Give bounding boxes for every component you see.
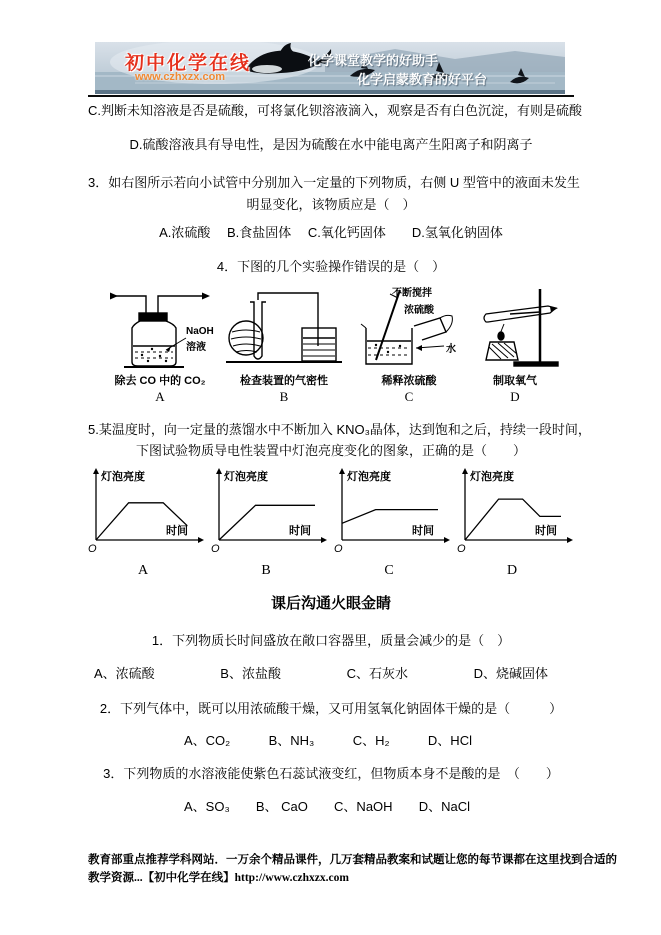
graph-c-letter: C (384, 563, 394, 578)
banner-slogan-2: 化学启蒙教育的好平台 (357, 72, 488, 87)
figure-d-caption: 制取氧气 (493, 375, 537, 387)
footer-promo-line2-text: 教学资源...【初中化学在线】 (88, 872, 235, 884)
after-q1-options (94, 663, 548, 682)
svg-text:时间: 时间 (166, 525, 188, 537)
figure-a-caption: 除去 CO 中的 CO₂ (114, 375, 206, 387)
naoh-label: NaOH (186, 326, 214, 337)
option-a: A、浓硫酸 (94, 666, 155, 681)
svg-text:O: O (334, 543, 343, 555)
after-q1-text: 1．下列物质长时间盛放在敞口容器里，质量会减少的是（ ） (151, 633, 511, 648)
option-c: C、NaOH (334, 799, 393, 814)
water-label: 水 (446, 344, 456, 355)
svg-text:时间: 时间 (412, 525, 434, 537)
question4-text: 4．下图的几个实验操作错误的是（ ） (216, 259, 446, 274)
after-q2-options (184, 730, 472, 749)
question4-figures (100, 286, 560, 408)
figure-c (348, 286, 470, 408)
question5-text-line2: 下图试验物质导电性装置中灯泡亮度变化的图象，正确的是（ ） (135, 443, 526, 458)
figure-b (220, 286, 348, 408)
footer-site-url: http://www.czhxzx.com (234, 872, 349, 884)
after-q3-options (184, 796, 470, 815)
option-b: B、浓盐酸 (220, 666, 281, 681)
acid-label: 浓硫酸 (404, 305, 434, 316)
figure-d (470, 286, 560, 408)
question3-options: A.浓硫酸 B.食盐固体 C.氧化钙固体 D.氢氧化钠固体 (159, 225, 503, 240)
footer-promo-line1: 教育部重点推荐学科网站．一万余个精品课件，几万套精品教案和试题让您的每节课都在这里找到合适的 (88, 854, 617, 866)
figure-b-caption: 检查装置的气密性 (240, 375, 328, 387)
svg-text:时间: 时间 (289, 525, 311, 537)
question5-text-line1: 5.某温度时，向一定量的蒸馏水中不断加入 KNO₃晶体，达到饱和之后，持续一段时间， (88, 422, 591, 437)
solution-label: 溶液 (186, 342, 206, 353)
site-url-text: www.czhxzx.com (135, 71, 226, 83)
brightness-graph (209, 464, 329, 556)
brightness-graph-c (332, 464, 455, 579)
svg-text:O: O (88, 543, 97, 555)
banner-slogan-1: 化学课堂教学的好助手 (308, 53, 439, 68)
graph-a-letter: A (137, 563, 149, 578)
after-class-heading: 课后沟通火眼金睛 (270, 595, 391, 612)
svg-text:O: O (457, 543, 466, 555)
brightness-graph-d (455, 464, 578, 579)
option-b: B、 CaO (255, 799, 308, 814)
figure-a-letter: A (155, 389, 165, 404)
site-logo-text: 初中化学在线 (125, 53, 252, 74)
oxygen-preparation-diagram (470, 286, 560, 370)
brightness-graph-b (209, 464, 332, 579)
graph-b-letter: B (261, 563, 271, 578)
after-q2-text: 2．下列气体中，既可以用浓硫酸干燥，又可用氢氧化钠固体干燥的是（ ） (99, 701, 563, 716)
option-d: D、NaCl (418, 799, 470, 814)
option-c: C、石灰水 (346, 666, 408, 681)
svg-text:时间: 时间 (535, 525, 557, 537)
option-c: C、H₂ (352, 733, 390, 748)
figure-a (100, 286, 220, 408)
figure-c-letter: C (404, 389, 414, 404)
stirring-label: 不断搅拌 (392, 288, 432, 299)
figure-b-letter: B (279, 389, 289, 404)
question3-text-line2: 明显变化，该物质应是（ ） (246, 197, 416, 212)
svg-text:灯泡亮度: 灯泡亮度 (470, 471, 514, 483)
airtightness-check-diagram (220, 286, 348, 370)
option-d: D、烧碱固体 (473, 666, 548, 681)
brightness-graph-a (86, 464, 209, 579)
option-a: A、SO₃ (184, 799, 230, 814)
svg-text:灯泡亮度: 灯泡亮度 (224, 471, 268, 483)
brightness-graph (455, 464, 575, 556)
option-a: A、CO₂ (184, 733, 231, 748)
svg-text:灯泡亮度: 灯泡亮度 (347, 471, 391, 483)
header-divider (88, 95, 574, 97)
svg-text:灯泡亮度: 灯泡亮度 (101, 471, 145, 483)
option-b: B、NH₃ (268, 733, 315, 748)
brightness-graph (86, 464, 206, 556)
after-q3-text: 3．下列物质的水溶液能使紫色石蕊试液变红，但物质本身不是酸的是 （ ） (103, 766, 559, 781)
site-banner (95, 42, 565, 94)
figure-c-caption: 稀释浓硫酸 (381, 375, 437, 387)
svg-text:O: O (211, 543, 220, 555)
question2-option-c: C.判断未知溶液是否是硫酸，可将氯化钡溶液滴入，观察是否有白色沉淀，有则是硫酸 (88, 103, 583, 118)
question2-option-d: D.硫酸溶液具有导电性，是因为硫酸在水中能电离产生阳离子和阴离子 (129, 137, 533, 152)
question3-text-line1: 3．如右图所示若向小试管中分别加入一定量的下列物质，右侧 U 型管中的液面未发生 (88, 175, 580, 190)
brightness-graph (332, 464, 452, 556)
footer-promo-line2 (88, 869, 588, 885)
question5-graphs (86, 464, 580, 579)
graph-d-letter: D (506, 563, 518, 578)
figure-d-letter: D (510, 389, 520, 404)
option-d: D、HCl (427, 733, 472, 748)
